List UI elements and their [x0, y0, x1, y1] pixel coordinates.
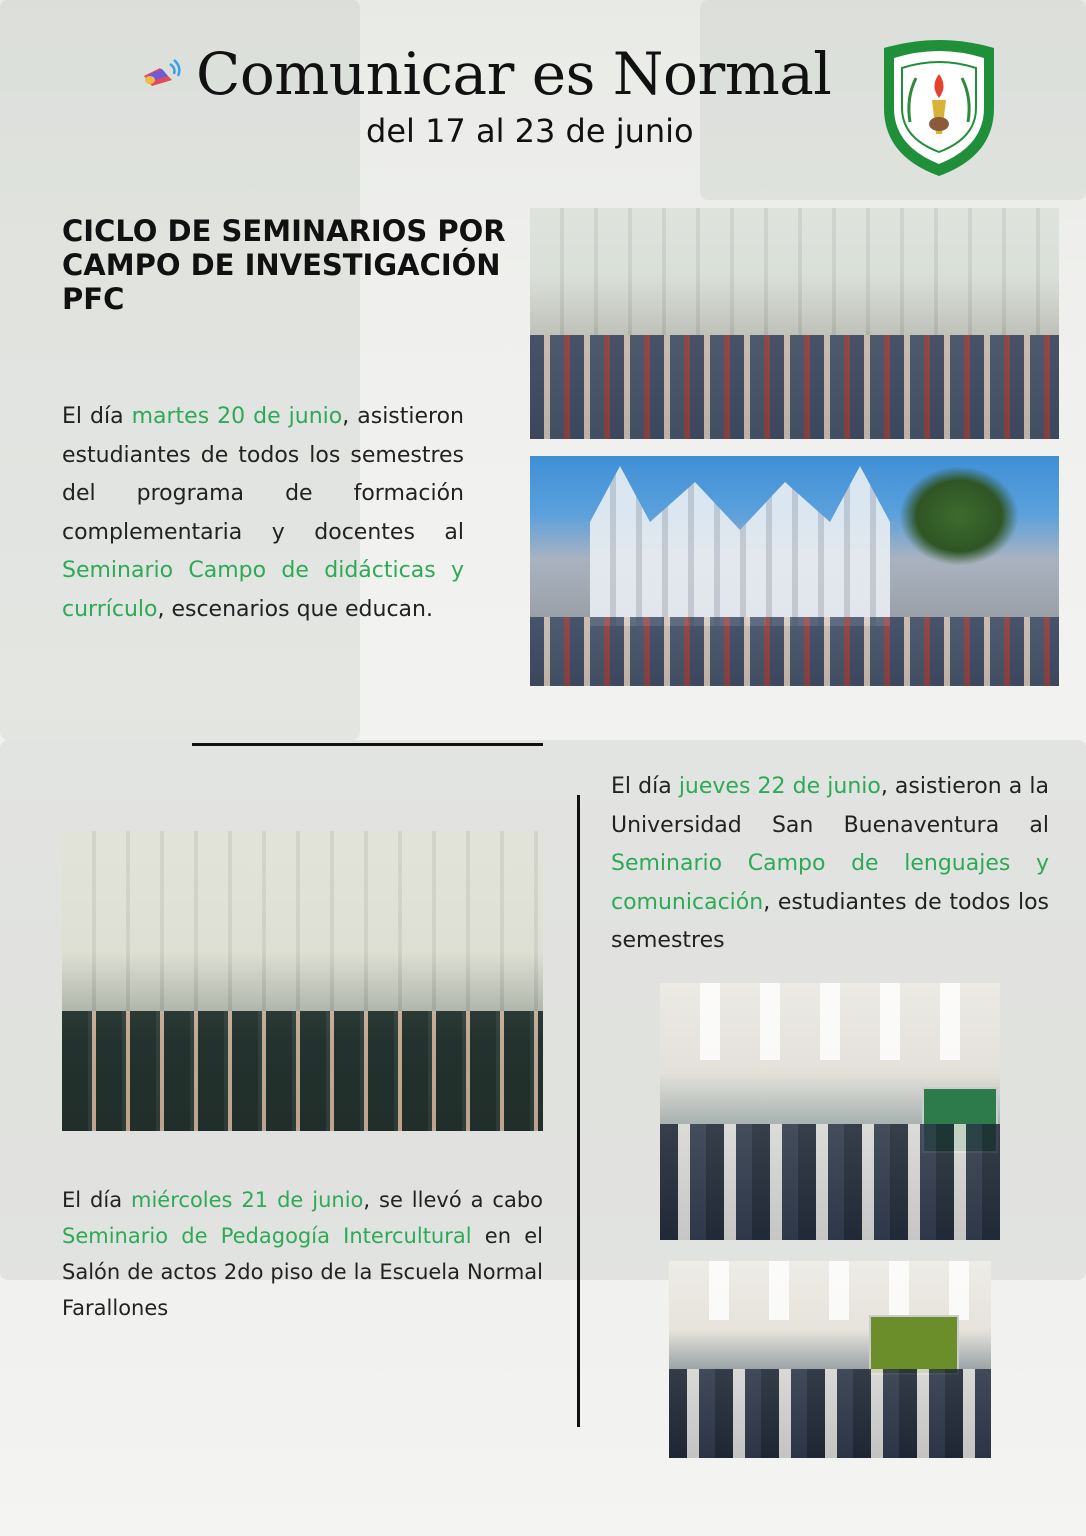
- paragraph-jueves: [611, 768, 1049, 961]
- photo-group-people: [530, 335, 1059, 439]
- photo-ceiling-lights: [660, 983, 1000, 1060]
- photo-students: [660, 1124, 1000, 1240]
- photo-windows: [62, 831, 543, 1011]
- highlight-seminar: Seminario Campo de didácticas y currículo: [62, 558, 464, 622]
- paragraph-text: , se llevó a cabo: [363, 1188, 543, 1212]
- highlight-date: jueves 22 de junio: [678, 774, 881, 799]
- megaphone-icon: [138, 56, 186, 92]
- paragraph-text: , asistieron estudiantes de todos los semestres del programa de formación complementaria y docentes al: [62, 404, 465, 545]
- photo-group-selfie: [530, 208, 1059, 439]
- paragraph-text: , asistieron a la Universidad San Buenaventura al: [611, 774, 1049, 838]
- newsletter-title: Comunicar es Normal: [196, 40, 832, 108]
- photo-university-classroom: [660, 983, 1000, 1240]
- vertical-divider: [577, 795, 580, 1427]
- paragraph-martes: [62, 398, 464, 629]
- photo-projection-screen: [869, 1315, 959, 1375]
- school-shield-logo: [876, 38, 1002, 178]
- paragraph-text: El día: [62, 404, 132, 429]
- paragraph-text: El día: [62, 1188, 132, 1212]
- paragraph-miercoles: [62, 1182, 543, 1326]
- photo-auditorium: [62, 831, 543, 1131]
- photo-students: [669, 1369, 991, 1458]
- date-range: del 17 al 23 de junio: [366, 112, 694, 150]
- paragraph-text: , estudiantes de todos los semestres: [611, 889, 1049, 953]
- photo-church-group: [530, 456, 1059, 686]
- photo-seated-audience: [62, 1011, 543, 1131]
- highlight-seminar: Seminario Campo de lenguajes y comunicación: [611, 851, 1049, 915]
- photo-classroom-presentation: [669, 1261, 991, 1458]
- section-title: CICLO DE SEMINARIOS POR CAMPO DE INVESTIGACIÓN PFC: [62, 214, 506, 316]
- paragraph-text: en el Salón de actos 2do piso de la Escuela Normal Farallones: [62, 1224, 543, 1320]
- photo-group-people: [530, 617, 1059, 686]
- photo-palm-tree: [899, 466, 1019, 566]
- paragraph-text: , escenarios que educan.: [157, 596, 433, 622]
- photo-ceiling-lights: [669, 1261, 991, 1320]
- paragraph-text: El día: [611, 774, 679, 799]
- photo-background-building: [530, 208, 1059, 335]
- photo-church-building: [590, 466, 890, 626]
- highlight-date: martes 20 de junio: [131, 404, 343, 429]
- highlight-date: miércoles 21 de junio: [131, 1188, 364, 1212]
- horizontal-divider: [192, 743, 543, 746]
- highlight-seminar: Seminario de Pedagogía Intercultural: [62, 1224, 472, 1248]
